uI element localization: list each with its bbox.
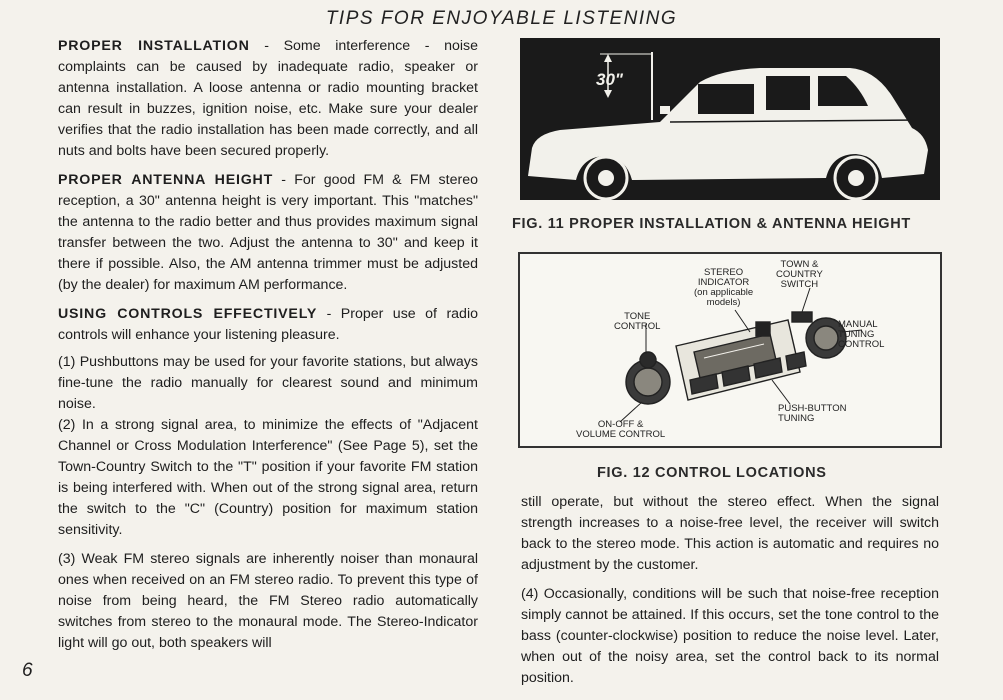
tone-control-label: TONE CONTROL	[614, 311, 661, 332]
town-country-switch	[792, 312, 812, 322]
tip-item-1: (1) Pushbuttons may be used for your favorite stations, but always fine-tune the radio manually for clearest sound and minimum noise.	[58, 354, 478, 412]
push-button-tuning-label: PUSH-BUTTON TUNING	[778, 403, 847, 424]
antenna-paragraph	[58, 170, 478, 296]
figure-11-car-illustration	[520, 38, 940, 200]
controls-paragraph	[58, 304, 478, 346]
tip-item-3: (3) Weak FM stereo signals are inherently noiser than monaural ones when received on an FM stereo radio. To prevent this type of noise from being heard, the FM Stereo radio automatically switches from stereo to the monaural mode. The Stereo-Indicator light will go out, both speakers will	[58, 551, 478, 651]
installation-text: - Some interference - noise complaints can be caused by inadequate radio, speaker or antenna installation. A loose antenna or radio mounting bracket can result in buzzes, ignition noise, etc. Make sure your dealer verifies that the radio installation has been made correctly, and all nuts and bolts have been secured properly.	[58, 38, 478, 159]
stereo-indicator-label: STEREO INDICATOR (on applicable models)	[694, 267, 754, 308]
controls-text: - Proper use of radio controls will enhance your listening pleasure.	[58, 306, 478, 343]
antenna-heading: PROPER ANTENNA HEIGHT	[58, 172, 274, 188]
installation-heading: PROPER INSTALLATION	[58, 38, 250, 54]
figure-12-caption: FIG. 12 CONTROL LOCATIONS	[597, 465, 827, 481]
push-button-4	[786, 352, 806, 370]
controls-heading: USING CONTROLS EFFECTIVELY	[58, 306, 318, 322]
antenna-text: - For good FM & FM stereo reception, a 30" antenna height is very important. This "matches" the antenna to the radio better and thus provides maximum signal transfer between the two. Adjust the antenna to 30" and keep it there if possible. Also, the AM antenna trimmer must be adjusted (by the dealer) for maximum AM performance.	[58, 172, 478, 293]
figure-11-caption: FIG. 11 PROPER INSTALLATION & ANTENNA HEIGHT	[512, 216, 911, 232]
car-window-middle	[766, 76, 810, 110]
car-silhouette-illustration	[520, 38, 940, 200]
on-off-volume-label: ON-OFF & VOLUME CONTROL	[576, 419, 666, 440]
antenna-height-label: 30"	[596, 70, 623, 89]
tip-item-2: (2) In a strong signal area, to minimize the effects of "Adjacent Channel or Cross Modulation Interference" (See Page 5), set the Town-Country Switch to the "T" position if your favorite FM station is being interfered with. When out of the strong signal area, return the switch to the "C" (Country) position for maximum station sensitivity.	[58, 417, 478, 538]
page-title: TIPS FOR ENJOYABLE LISTENING	[325, 8, 678, 29]
page-number: 6	[22, 660, 33, 681]
right-column	[521, 492, 939, 697]
town-country-switch-label: TOWN & COUNTRY SWITCH	[776, 259, 823, 290]
figure-12-control-diagram	[518, 252, 942, 448]
manual-tuning-label: MANUAL TUNING CONTROL	[838, 319, 885, 350]
installation-paragraph	[58, 36, 478, 162]
continuation-paragraph: still operate, but without the stereo effect. When the signal strength increases to a noise-free level, the receiver will switch back to the stereo mode. This action is automatic and requires no adjustment by the customer.	[521, 494, 939, 573]
left-column	[58, 36, 478, 654]
tone-knob	[640, 352, 656, 368]
car-window-front	[698, 84, 754, 114]
stereo-indicator-light	[756, 322, 770, 336]
tip-item-4: (4) Occasionally, conditions will be such that noise-free reception simply cannot be attained. If this occurs, set the tone control to the bass (counter-clockwise) position to reduce the noise level. Later, when out of the noisy area, set the control back to its normal position.	[521, 586, 939, 686]
